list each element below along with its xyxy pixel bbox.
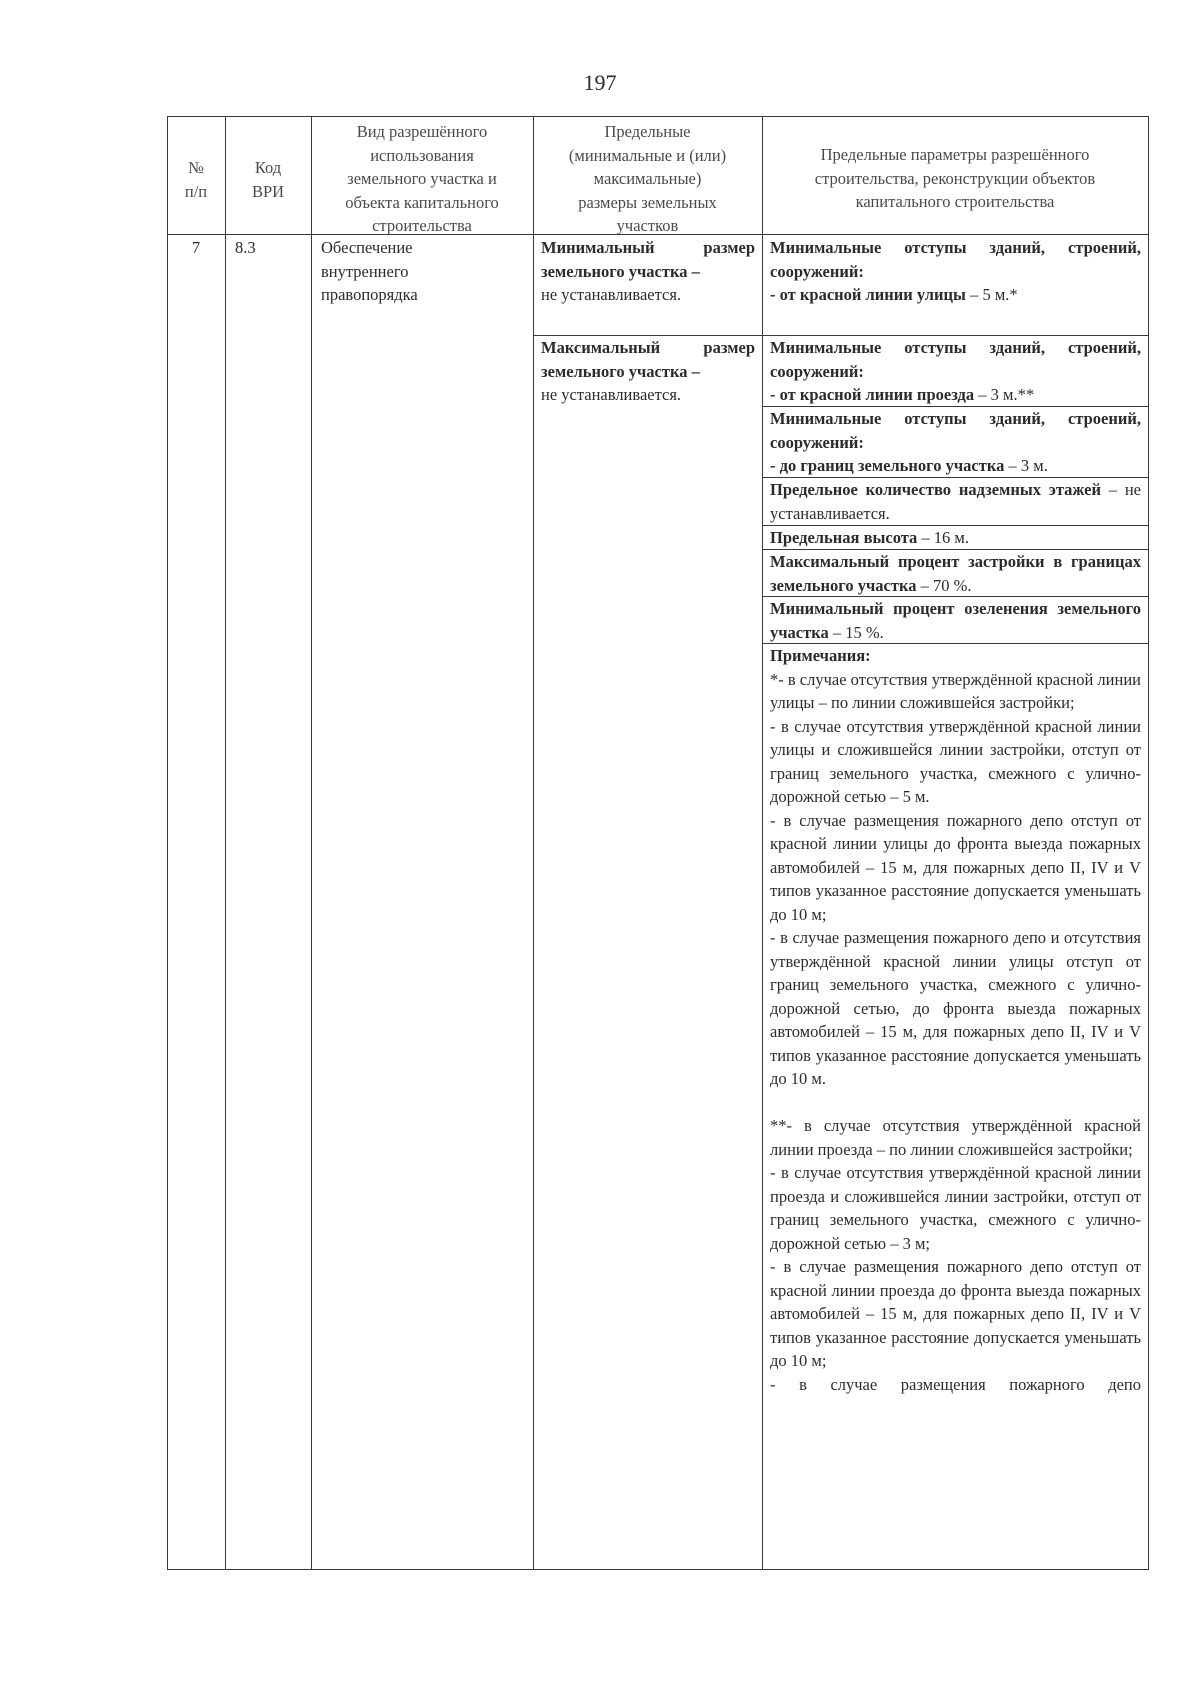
col-divider-num bbox=[225, 116, 226, 1570]
header-vri: Вид разрешённого использования земельного участка и объекта капитального строительства bbox=[345, 122, 499, 235]
notes-title: Примечания: bbox=[770, 646, 871, 665]
note-paragraph: - в случае размещения пожарного депо bbox=[770, 1374, 1141, 1394]
notes bbox=[770, 644, 1141, 1396]
size-min: Минимальный размер земельного участка – не устанавливается. bbox=[541, 238, 755, 304]
note-paragraph: - в случае отсутствия утверждённой красной линии улицы и сложившейся линии застройки, отступ от границ земельного участка, смежного с улично-дорожной сетью – 5 м. bbox=[770, 716, 1141, 806]
header-code: Код ВРИ bbox=[251, 158, 285, 201]
note-paragraph: - в случае размещения пожарного депо отступ от красной линии проезда до фронта выезда пожарных автомобилей – 15 м, для пожарных депо II, IV и V типов указанное расстояние допускается уменьшать до 10 м; bbox=[770, 1257, 1141, 1370]
table-top-border bbox=[167, 116, 1149, 117]
note-paragraph: **- в случае отсутствия утверждённой красной линии проезда – по линии сложившейся застройки; bbox=[770, 1116, 1141, 1159]
header-num: № п/п bbox=[184, 158, 208, 201]
param-min-greenery: Минимальный процент озеленения земельного участка – 15 %. bbox=[770, 599, 1141, 642]
col-divider-code bbox=[311, 116, 312, 1570]
row-code: 8.3 bbox=[235, 238, 256, 257]
header-params: Предельные параметры разрешённого строительства, реконструкции объектов капитального строительства bbox=[814, 145, 1096, 211]
table-bottom-border bbox=[167, 1569, 1149, 1570]
param-setback-driveway: Минимальные отступы зданий, строений, сооружений: - от красной линии проезда – 3 м.** bbox=[770, 338, 1141, 404]
size-max: Максимальный размер земельного участка – не устанавливается. bbox=[541, 338, 755, 404]
param-setback-boundary: Минимальные отступы зданий, строений, сооружений: - до границ земельного участка – 3 м. bbox=[770, 409, 1141, 475]
note-paragraph: - в случае размещения пожарного депо отступ от красной линии улицы до фронта выезда пожарных автомобилей – 15 м, для пожарных депо II, IV и V типов указанное расстояние допускается уменьшать до 10 м; bbox=[770, 810, 1141, 924]
param-max-coverage: Максимальный процент застройки в границах земельного участка – 70 %. bbox=[770, 552, 1141, 595]
param-setback-street: Минимальные отступы зданий, строений, сооружений: - от красной линии улицы – 5 м.* bbox=[770, 238, 1141, 304]
header-sizes: Предельные (минимальные и (или) максимальные) размеры земельных участков bbox=[568, 122, 727, 235]
note-paragraph: - в случае отсутствия утверждённой красной линии проезда и сложившейся линии застройки, отступ от границ земельного участка, смежного с улично-дорожной сетью – 3 м; bbox=[770, 1163, 1141, 1253]
note-paragraph: - в случае размещения пожарного депо и отсутствия утверждённой красной линии улицы отступ от границ земельного участка, смежного с улично-дорожной сетью, до фронта выезда пожарных автомобилей – 15 м, для пожарных депо II, IV и V типов указанное расстояние допускается уменьшать до 10 м. bbox=[770, 928, 1141, 1088]
row-num: 7 bbox=[191, 238, 201, 257]
page-number: 197 bbox=[583, 70, 617, 95]
note-paragraph: *- в случае отсутствия утверждённой красной линии улицы – по линии сложившейся застройки; bbox=[770, 669, 1141, 712]
param-height: Предельная высота – 16 м. bbox=[770, 528, 969, 547]
regulations-table bbox=[167, 116, 1149, 1570]
table-left-border bbox=[167, 116, 168, 1570]
param-floors: Предельное количество надземных этажей – не устанавливается. bbox=[770, 480, 1141, 523]
row-vri-name: Обеспечение внутреннего правопорядка bbox=[321, 238, 418, 304]
